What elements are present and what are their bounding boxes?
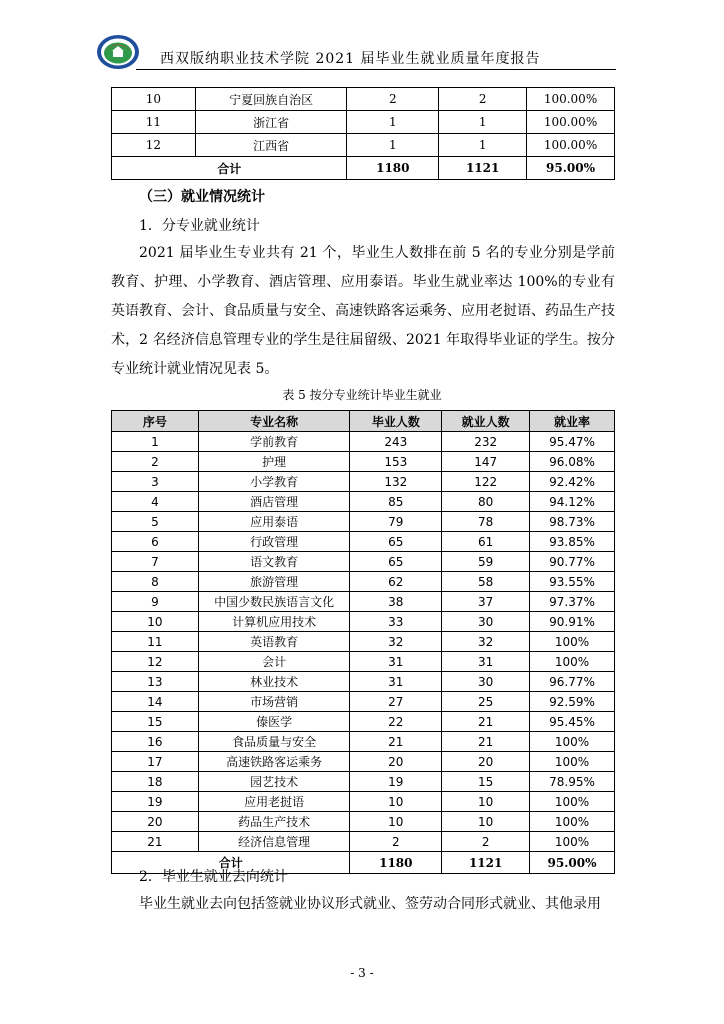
cell-region: 宁夏回族自治区 (195, 88, 347, 111)
cell-rate: 100% (530, 732, 615, 752)
cell-employed: 78 (442, 512, 530, 532)
total-label: 合计 (112, 157, 347, 180)
cell-rate: 90.91% (530, 612, 615, 632)
table-row (112, 492, 615, 512)
table-row (112, 572, 615, 592)
cell-major: 酒店管理 (198, 492, 350, 512)
cell-major: 食品质量与安全 (198, 732, 350, 752)
cell-employed: 21 (442, 732, 530, 752)
page-number: - 3 - (350, 966, 374, 980)
cell-index: 11 (112, 632, 199, 652)
column-header: 序号 (112, 411, 199, 432)
cell-graduates: 20 (350, 752, 442, 772)
cell-graduates: 10 (350, 812, 442, 832)
cell-employed: 147 (442, 452, 530, 472)
cell-major: 旅游管理 (198, 572, 350, 592)
cell-employed: 61 (442, 532, 530, 552)
cell-graduates: 22 (350, 712, 442, 732)
column-header: 就业人数 (442, 411, 530, 432)
subsection-title: 1．分专业就业统计 (139, 218, 260, 234)
cell-index: 10 (112, 612, 199, 632)
cell-graduates: 19 (350, 772, 442, 792)
cell-index: 21 (112, 832, 199, 852)
cell-employed: 20 (442, 752, 530, 772)
cell-index: 1 (112, 432, 199, 452)
cell-employed: 59 (442, 552, 530, 572)
cell-employed: 30 (442, 672, 530, 692)
cell-index: 14 (112, 692, 199, 712)
header-title: 西双版纳职业技术学院 2021 届毕业生就业质量年度报告 (160, 51, 541, 67)
cell-employed: 10 (442, 792, 530, 812)
cell-index: 10 (112, 88, 196, 111)
cell-major: 药品生产技术 (198, 812, 350, 832)
cell-graduates: 10 (350, 792, 442, 812)
table-row (112, 712, 615, 732)
total-employed: 1121 (439, 157, 527, 180)
cell-index: 4 (112, 492, 199, 512)
table-row (112, 812, 615, 832)
total-rate: 95.00% (530, 852, 615, 874)
cell-employed: 58 (442, 572, 530, 592)
cell-index: 18 (112, 772, 199, 792)
total-graduates: 1180 (347, 157, 439, 180)
cell-region: 浙江省 (195, 111, 347, 134)
cell-graduates: 27 (350, 692, 442, 712)
cell-rate: 90.77% (530, 552, 615, 572)
cell-index: 13 (112, 672, 199, 692)
table-row (112, 552, 615, 572)
cell-rate: 100% (530, 832, 615, 852)
cell-major: 经济信息管理 (198, 832, 350, 852)
header-divider (136, 69, 616, 70)
cell-index: 12 (112, 134, 196, 157)
cell-employed: 21 (442, 712, 530, 732)
cell-graduates: 38 (350, 592, 442, 612)
table-total-row (112, 157, 615, 180)
cell-graduates: 1 (347, 111, 439, 134)
cell-major: 园艺技术 (198, 772, 350, 792)
table-row (112, 692, 615, 712)
cell-employed: 1 (439, 111, 527, 134)
cell-rate: 100% (530, 652, 615, 672)
cell-graduates: 79 (350, 512, 442, 532)
cell-major: 应用泰语 (198, 512, 350, 532)
body-paragraph: 毕业生就业去向包括签就业协议形式就业、签劳动合同形式就业、其他录用 (139, 896, 601, 912)
subsection-title: 2．毕业生就业去向统计 (139, 869, 288, 885)
cell-major: 学前教育 (198, 432, 350, 452)
cell-major: 语文教育 (198, 552, 350, 572)
table-row (112, 792, 615, 812)
cell-employed: 1 (439, 134, 527, 157)
cell-major: 中国少数民族语言文化 (198, 592, 350, 612)
cell-index: 6 (112, 532, 199, 552)
total-graduates: 1180 (350, 852, 442, 874)
cell-rate: 95.47% (530, 432, 615, 452)
cell-rate: 78.95% (530, 772, 615, 792)
cell-employed: 10 (442, 812, 530, 832)
cell-graduates: 31 (350, 652, 442, 672)
section-heading: （三）就业情况统计 (139, 189, 265, 205)
table-row (112, 111, 615, 134)
cell-employed: 232 (442, 432, 530, 452)
column-header: 就业率 (530, 411, 615, 432)
table-row (112, 592, 615, 612)
cell-major: 傣医学 (198, 712, 350, 732)
table-row (112, 472, 615, 492)
cell-index: 2 (112, 452, 199, 472)
cell-employed: 15 (442, 772, 530, 792)
cell-graduates: 243 (350, 432, 442, 452)
cell-index: 11 (112, 111, 196, 134)
cell-rate: 94.12% (530, 492, 615, 512)
cell-graduates: 65 (350, 552, 442, 572)
table-row (112, 88, 615, 111)
cell-major: 计算机应用技术 (198, 612, 350, 632)
cell-index: 20 (112, 812, 199, 832)
cell-major: 护理 (198, 452, 350, 472)
cell-employed: 2 (442, 832, 530, 852)
cell-rate: 92.59% (530, 692, 615, 712)
column-header: 专业名称 (198, 411, 350, 432)
table5-body (112, 432, 615, 852)
cell-rate: 98.73% (530, 512, 615, 532)
table-row (112, 672, 615, 692)
cell-index: 19 (112, 792, 199, 812)
table5-caption: 表 5 按分专业统计毕业生就业 (282, 388, 442, 402)
cell-major: 市场营销 (198, 692, 350, 712)
table-row (112, 512, 615, 532)
cell-major: 应用老挝语 (198, 792, 350, 812)
college-logo-icon (96, 34, 140, 70)
cell-employed: 31 (442, 652, 530, 672)
table-row (112, 732, 615, 752)
table-header-row (112, 411, 615, 432)
cell-employed: 80 (442, 492, 530, 512)
cell-graduates: 21 (350, 732, 442, 752)
cell-graduates: 65 (350, 532, 442, 552)
cell-index: 7 (112, 552, 199, 572)
cell-rate: 92.42% (530, 472, 615, 492)
cell-major: 英语教育 (198, 632, 350, 652)
cell-employed: 25 (442, 692, 530, 712)
table-row (112, 452, 615, 472)
table-row (112, 532, 615, 552)
cell-graduates: 32 (350, 632, 442, 652)
cell-index: 5 (112, 512, 199, 532)
table-row (112, 134, 615, 157)
cell-rate: 97.37% (530, 592, 615, 612)
page-header (96, 34, 616, 74)
cell-rate: 96.77% (530, 672, 615, 692)
cell-major: 小学教育 (198, 472, 350, 492)
cell-rate: 96.08% (530, 452, 615, 472)
total-label: 合计 (112, 852, 350, 874)
cell-major: 会计 (198, 652, 350, 672)
cell-index: 12 (112, 652, 199, 672)
cell-graduates: 33 (350, 612, 442, 632)
cell-graduates: 31 (350, 672, 442, 692)
table-row (112, 432, 615, 452)
cell-major: 林业技术 (198, 672, 350, 692)
table-row (112, 632, 615, 652)
cell-employed: 2 (439, 88, 527, 111)
cell-index: 8 (112, 572, 199, 592)
table-row (112, 832, 615, 852)
total-employed: 1121 (442, 852, 530, 874)
cell-rate: 100% (530, 792, 615, 812)
cell-graduates: 85 (350, 492, 442, 512)
cell-rate: 100% (530, 812, 615, 832)
cell-rate: 100.00% (527, 88, 615, 111)
table-row (112, 612, 615, 632)
cell-graduates: 153 (350, 452, 442, 472)
cell-major: 高速铁路客运乘务 (198, 752, 350, 772)
cell-employed: 37 (442, 592, 530, 612)
table-row (112, 752, 615, 772)
cell-rate: 93.85% (530, 532, 615, 552)
cell-graduates: 62 (350, 572, 442, 592)
cell-rate: 100.00% (527, 134, 615, 157)
cell-graduates: 2 (347, 88, 439, 111)
cell-index: 9 (112, 592, 199, 612)
cell-rate: 100% (530, 632, 615, 652)
column-header: 毕业人数 (350, 411, 442, 432)
cell-index: 16 (112, 732, 199, 752)
total-rate: 95.00% (527, 157, 615, 180)
cell-major: 行政管理 (198, 532, 350, 552)
body-paragraph: 2021 届毕业生专业共有 21 个，毕业生人数排在前 5 名的专业分别是学前教育、护理、小学教育、酒店管理、应用泰语。毕业生就业率达 100%的专业有英语教育、会计、食品质量与安全、高速铁路客运乘务、应用老挝语、药品生产技术，2 名经济信息管理专业的学生是往届留级、2021 年取得毕业证的学生。按分专业统计就业情况见表 5。 (111, 245, 615, 377)
cell-graduates: 132 (350, 472, 442, 492)
cell-rate: 100.00% (527, 111, 615, 134)
cell-rate: 93.55% (530, 572, 615, 592)
cell-employed: 30 (442, 612, 530, 632)
cell-index: 3 (112, 472, 199, 492)
cell-graduates: 1 (347, 134, 439, 157)
table5-by-major (111, 410, 615, 874)
table-row (112, 652, 615, 672)
cell-graduates: 2 (350, 832, 442, 852)
cell-index: 15 (112, 712, 199, 732)
cell-index: 17 (112, 752, 199, 772)
cell-region: 江西省 (195, 134, 347, 157)
table4-continued (111, 87, 615, 180)
cell-employed: 122 (442, 472, 530, 492)
cell-rate: 100% (530, 752, 615, 772)
cell-employed: 32 (442, 632, 530, 652)
cell-rate: 95.45% (530, 712, 615, 732)
table-row (112, 772, 615, 792)
